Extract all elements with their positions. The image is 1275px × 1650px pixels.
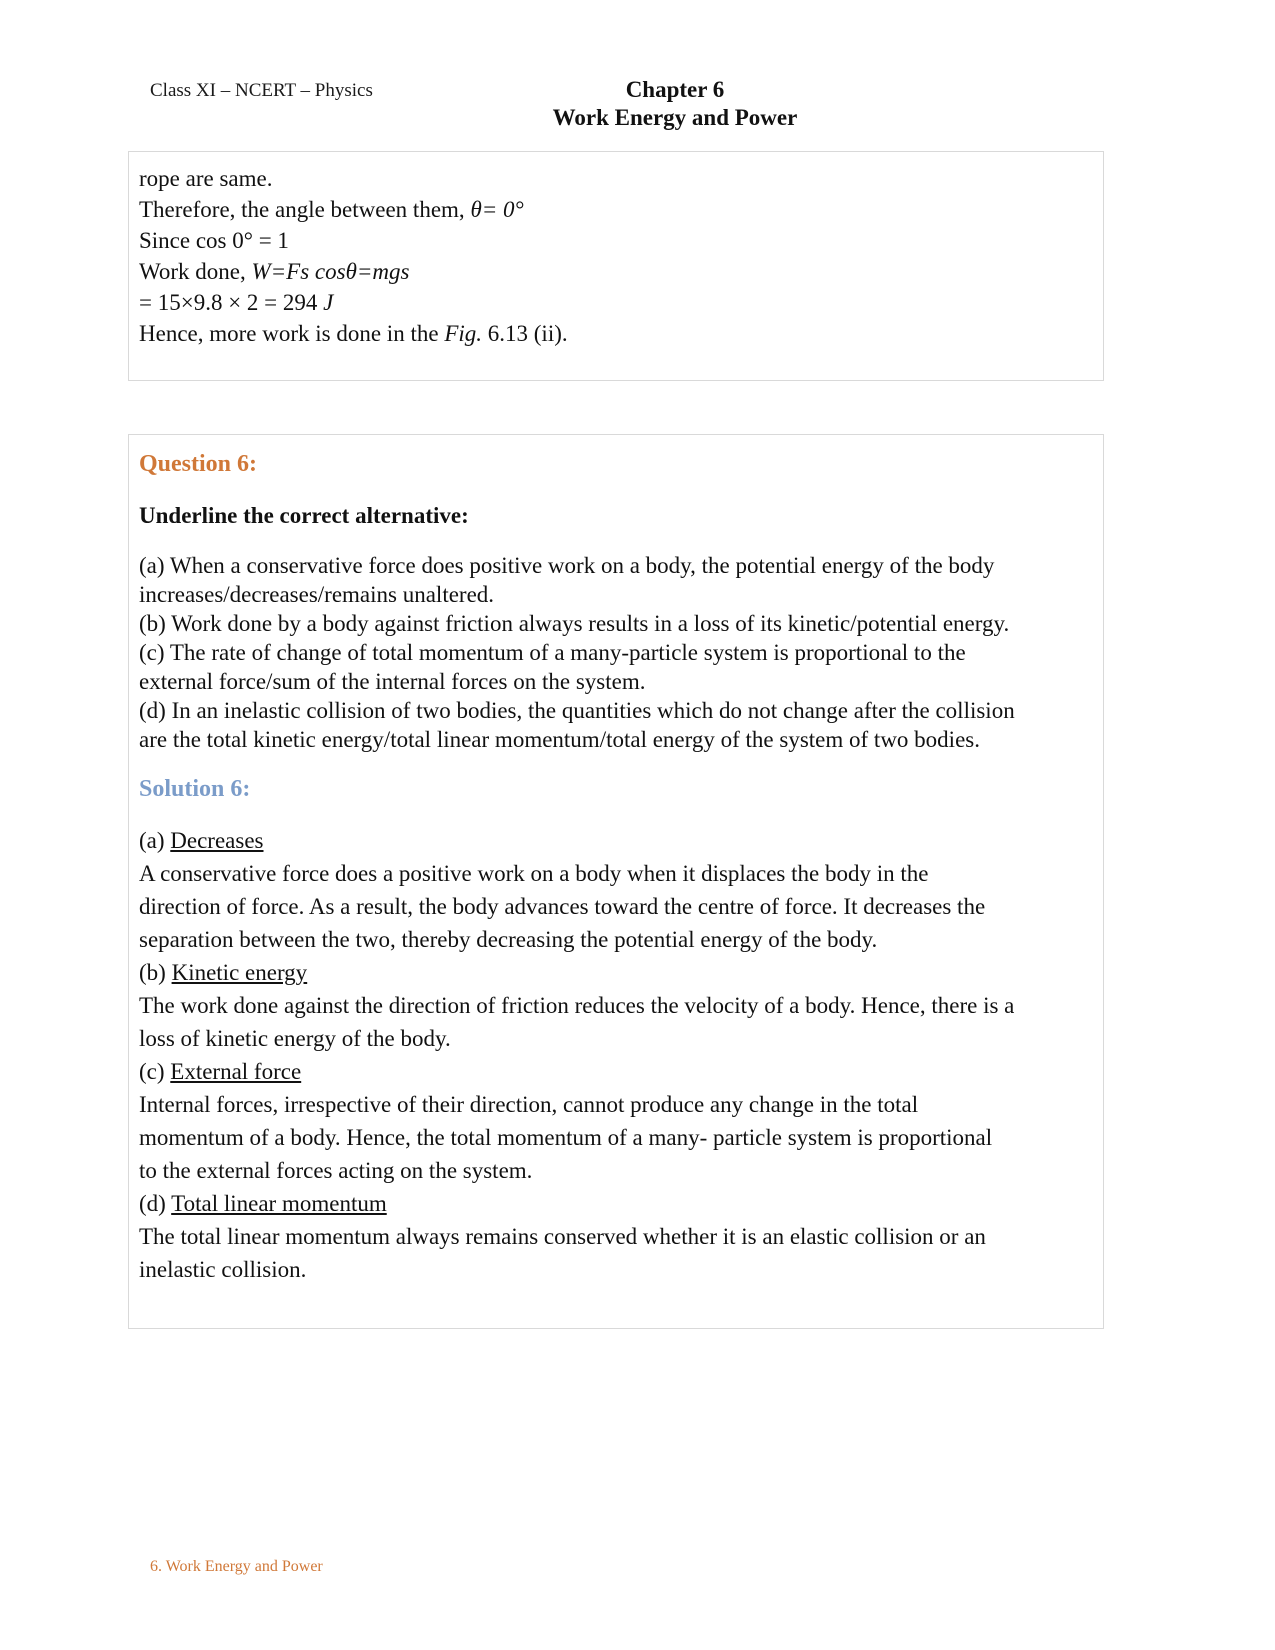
explanation-line: The total linear momentum always remains conserved whether it is an elastic collision or an — [139, 1224, 986, 1249]
question-line: (c) The rate of change of total momentum of a many-particle system is proportional to the — [139, 640, 966, 665]
unit: J — [323, 290, 334, 315]
explanation-line: momentum of a body. Hence, the total momentum of a many- particle system is proportional — [139, 1125, 993, 1150]
answer-a: Decreases — [170, 828, 264, 853]
page-footer: 6. Work Energy and Power — [150, 1558, 323, 1575]
explanation-line: A conservative force does a positive work on a body when it displaces the body in the — [139, 861, 929, 886]
explanation-line: to the external forces acting on the system. — [139, 1158, 533, 1183]
answer-line — [139, 824, 1093, 857]
text-segment: 6.13 (ii). — [487, 321, 568, 346]
answer-prefix: (c) — [139, 1059, 165, 1084]
question-text — [139, 551, 1093, 754]
question-line: are the total kinetic energy/total linear momentum/total energy of the system of two bodies. — [139, 727, 980, 752]
answer-line — [139, 1187, 1093, 1220]
text-line: Since cos 0° = 1 — [139, 228, 289, 253]
explanation-line: The work done against the direction of friction reduces the velocity of a body. Hence, there is a — [139, 993, 1015, 1018]
explanation-line: Internal forces, irrespective of their direction, cannot produce any change in the total — [139, 1092, 919, 1117]
solution-title: Solution 6: — [139, 776, 251, 802]
text-line — [139, 287, 1093, 318]
explanation-line: separation between the two, thereby decreasing the potential energy of the body. — [139, 927, 878, 952]
answer-b: Kinetic energy — [171, 960, 308, 985]
question-line: external force/sum of the internal forces on the system. — [139, 669, 646, 694]
header-course: Class XI – NCERT – Physics — [150, 80, 373, 101]
explanation-line: loss of kinetic energy of the body. — [139, 1026, 451, 1051]
question-line: (b) Work done by a body against friction always results in a loss of its kinetic/potential energy. — [139, 611, 1010, 636]
chapter-title: Work Energy and Power — [552, 105, 798, 130]
explanation-line: inelastic collision. — [139, 1257, 307, 1282]
angle-equation: θ= 0° — [470, 197, 524, 222]
chapter-number: Chapter 6 — [625, 77, 725, 102]
figure-ref: Fig. — [444, 321, 483, 346]
previous-solution-box — [128, 151, 1104, 381]
text-line — [139, 318, 1093, 349]
question-instruction: Underline the correct alternative: — [139, 503, 469, 528]
answer-c: External force — [170, 1059, 302, 1084]
text-line — [139, 194, 1093, 225]
question-line: (d) In an inelastic collision of two bodies, the quantities which do not change after the collision — [139, 698, 1015, 723]
text-line — [139, 256, 1093, 287]
chapter-heading — [510, 76, 840, 132]
explanation-line: direction of force. As a result, the body advances toward the centre of force. It decreases the — [139, 894, 986, 919]
answer-prefix: (d) — [139, 1191, 166, 1216]
question-title: Question 6: — [139, 451, 258, 477]
answer-prefix: (b) — [139, 960, 166, 985]
answer-line — [139, 1055, 1093, 1088]
text-segment: Work done, — [139, 259, 246, 284]
work-equation: W=Fs cosθ=mgs — [251, 259, 410, 284]
answer-prefix: (a) — [139, 828, 165, 853]
text-segment: Therefore, the angle between them, — [139, 197, 465, 222]
question-line: (a) When a conservative force does positive work on a body, the potential energy of the body — [139, 553, 995, 578]
question-box — [128, 434, 1104, 1329]
text-segment: Hence, more work is done in the — [139, 321, 439, 346]
answer-line — [139, 956, 1093, 989]
solution-text — [139, 824, 1093, 1286]
answer-d: Total linear momentum — [171, 1191, 387, 1216]
text-line: rope are same. — [139, 166, 273, 191]
calculation: = 15×9.8 × 2 = 294 — [139, 290, 318, 315]
question-line: increases/decreases/remains unaltered. — [139, 582, 495, 607]
